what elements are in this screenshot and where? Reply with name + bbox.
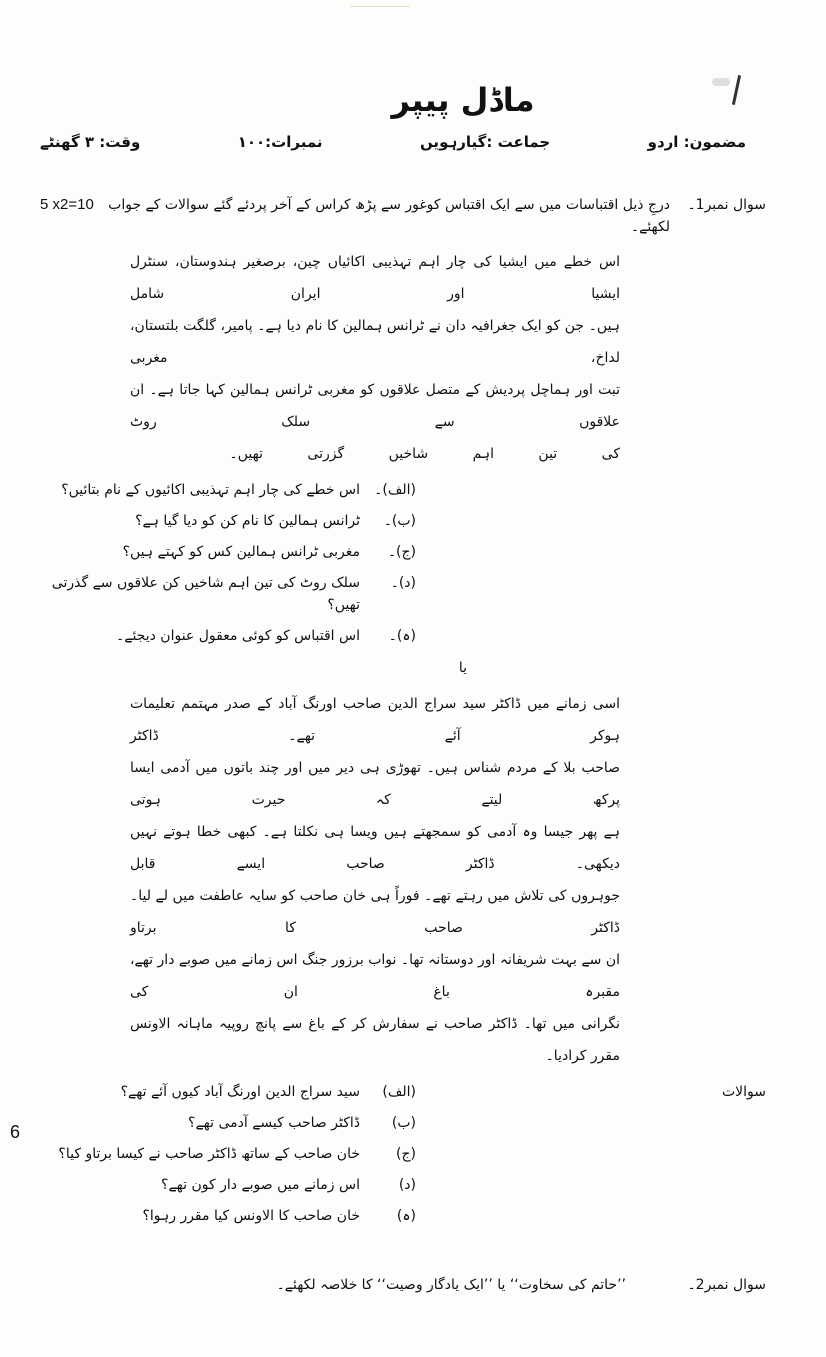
question-marker: (الف)۔: [374, 482, 416, 498]
questions-1-list: [40, 479, 766, 647]
question-item: [40, 1112, 766, 1134]
question-text: ڈاکٹر صاحب کیسے آدمی تھے؟: [188, 1115, 360, 1131]
question-1-instruction: درجِ ذیل اقتباسات میں سے ایک اقتباس کوغور سے پڑھ کراس کے آخر پردئے گئے سوالات کے جواب لکھئے۔: [108, 197, 670, 235]
passage-2-line: صاحب بلا کے مردم شناس ہیں۔ تھوڑی ہی دیر میں اور چند باتوں میں آدمی ایسا پرکھ لیتے کہ حیرت ہوتی: [130, 760, 620, 808]
question-item: [40, 1143, 766, 1165]
question-marker: (د)۔: [390, 575, 416, 591]
time-label: وقت: ۳ گھنٹے: [40, 133, 141, 151]
question-marker: (ب): [391, 1115, 416, 1131]
question-text: سید سراج الدین اورنگ آباد کیوں آئے تھے؟: [120, 1084, 360, 1100]
passage-1-line: تبت اور ہماچل پردیش کے متصل علاقوں کو مغربی ٹرانس ہمالین کہا جاتا ہے۔ ان علاقوں سے سلک روٹ: [130, 382, 620, 430]
scan-edge-mark: [350, 6, 410, 7]
question-text: اس خطے کی چار اہم تہذیبی اکائیوں کے نام بتائیں؟: [61, 482, 360, 498]
question-1-row: [40, 194, 766, 238]
passage-2-line: اسی زمانے میں ڈاکٹر سید سراج الدین صاحب اورنگ آباد کے صدر مہتمم تعلیمات ہوکر آئے تھے۔ ڈاکٹر: [130, 696, 620, 744]
subject-label: مضمون: اردو: [647, 133, 746, 151]
question-text: اس اقتباس کو کوئی معقول عنوان دیجئے۔: [116, 628, 360, 644]
passage-2-line: نگرانی میں تھا۔ ڈاکٹر صاحب نے سفارش کر کے باغ سے پانچ روپیہ ماہانہ الاونس مقرر کرادیا۔: [130, 1016, 620, 1064]
page-title: ماڈل پیپر: [391, 81, 535, 119]
passage-1-line: کی تین اہم شاخیں گزرتی تھیں۔: [229, 446, 620, 462]
question-text: خان صاحب کے ساتھ ڈاکٹر صاحب نے کیسا برتاو کیا؟: [58, 1146, 360, 1162]
question-2-row: [40, 1273, 766, 1297]
passage-1-line: ہیں۔ جن کو ایک جغرافیہ دان نے ٹرانس ہمالین کا نام دیا ہے۔ پامیر، گلگت بلتستان، لداخ، مغربی: [130, 318, 620, 366]
question-item: [40, 1081, 766, 1103]
question-item: [40, 479, 766, 501]
class-label: جماعت :گیارہویں: [419, 133, 551, 151]
passage-1: [130, 246, 620, 470]
question-item: [40, 1174, 766, 1196]
question-item: [40, 1205, 766, 1227]
question-marker: (ب)۔: [383, 513, 416, 529]
page-number: 6: [10, 1122, 21, 1142]
question-text: سلک روٹ کی تین اہم شاخیں کن علاقوں سے گذرتی تھیں؟: [51, 575, 360, 613]
question-item: [40, 541, 766, 563]
questions-label: سوالات: [721, 1084, 766, 1100]
or-separator: یا: [458, 660, 468, 676]
question-item: [40, 572, 766, 616]
question-item: [40, 625, 766, 647]
passage-1-line: اس خطے میں ایشیا کی چار اہم تہذیبی اکائیاں چین، برصغیر ہندوستان، سنٹرل ایشیا اور ایران شامل: [130, 254, 620, 302]
passage-2-line: جوہروں کی تلاش میں رہتے تھے۔ فوراً ہی خان صاحب کو سایہ عاطفت میں لے لیا۔ ڈاکٹر صاحب کا برتاو: [130, 888, 620, 936]
question-1-label: سوال نمبر1۔: [687, 197, 766, 213]
scan-smudge: [712, 78, 730, 86]
question-item: [40, 510, 766, 532]
question-text: ٹرانس ہمالین کا نام کن کو دیا گیا ہے؟: [135, 513, 360, 529]
question-2-text: ’’حاتم کی سخاوت‘‘ یا ’’ایک یادگار وصیت‘‘ کا خلاصہ لکھئے۔: [276, 1277, 626, 1293]
question-1-marks: 5 x2=10: [40, 196, 94, 213]
passage-2-line: ان سے بہت شریفانہ اور دوستانہ تھا۔ نواب برزور جنگ اس زمانے میں صوبے دار تھے، مقبرہ باغ ان کی: [130, 952, 620, 1000]
header-row: [40, 130, 766, 154]
marks-label: نمبرات:۱۰۰: [237, 133, 323, 151]
question-2-label: سوال نمبر2۔: [687, 1277, 766, 1293]
question-marker: (ج): [396, 1146, 416, 1162]
question-text: اس زمانے میں صوبے دار کون تھے؟: [161, 1177, 360, 1193]
questions-2-list: [40, 1081, 766, 1227]
question-text: مغربی ٹرانس ہمالین کس کو کہتے ہیں؟: [122, 544, 360, 560]
question-text: خان صاحب کا الاونس کیا مقرر رہوا؟: [142, 1208, 360, 1224]
question-marker: (ہ)۔: [388, 628, 416, 644]
passage-2-line: ہے پھر جیسا وہ آدمی کو سمجھتے ہیں ویسا ہی نکلتا ہے۔ کبھی خطا ہوتے نہیں دیکھی۔ ڈاکٹر صاحب ایسے قابل: [130, 824, 620, 872]
question-marker: (الف): [382, 1084, 416, 1100]
question-marker: (ج)۔: [387, 544, 416, 560]
passage-2: [130, 688, 620, 1072]
question-marker: (د): [398, 1177, 416, 1193]
question-marker: (ہ): [396, 1208, 416, 1224]
